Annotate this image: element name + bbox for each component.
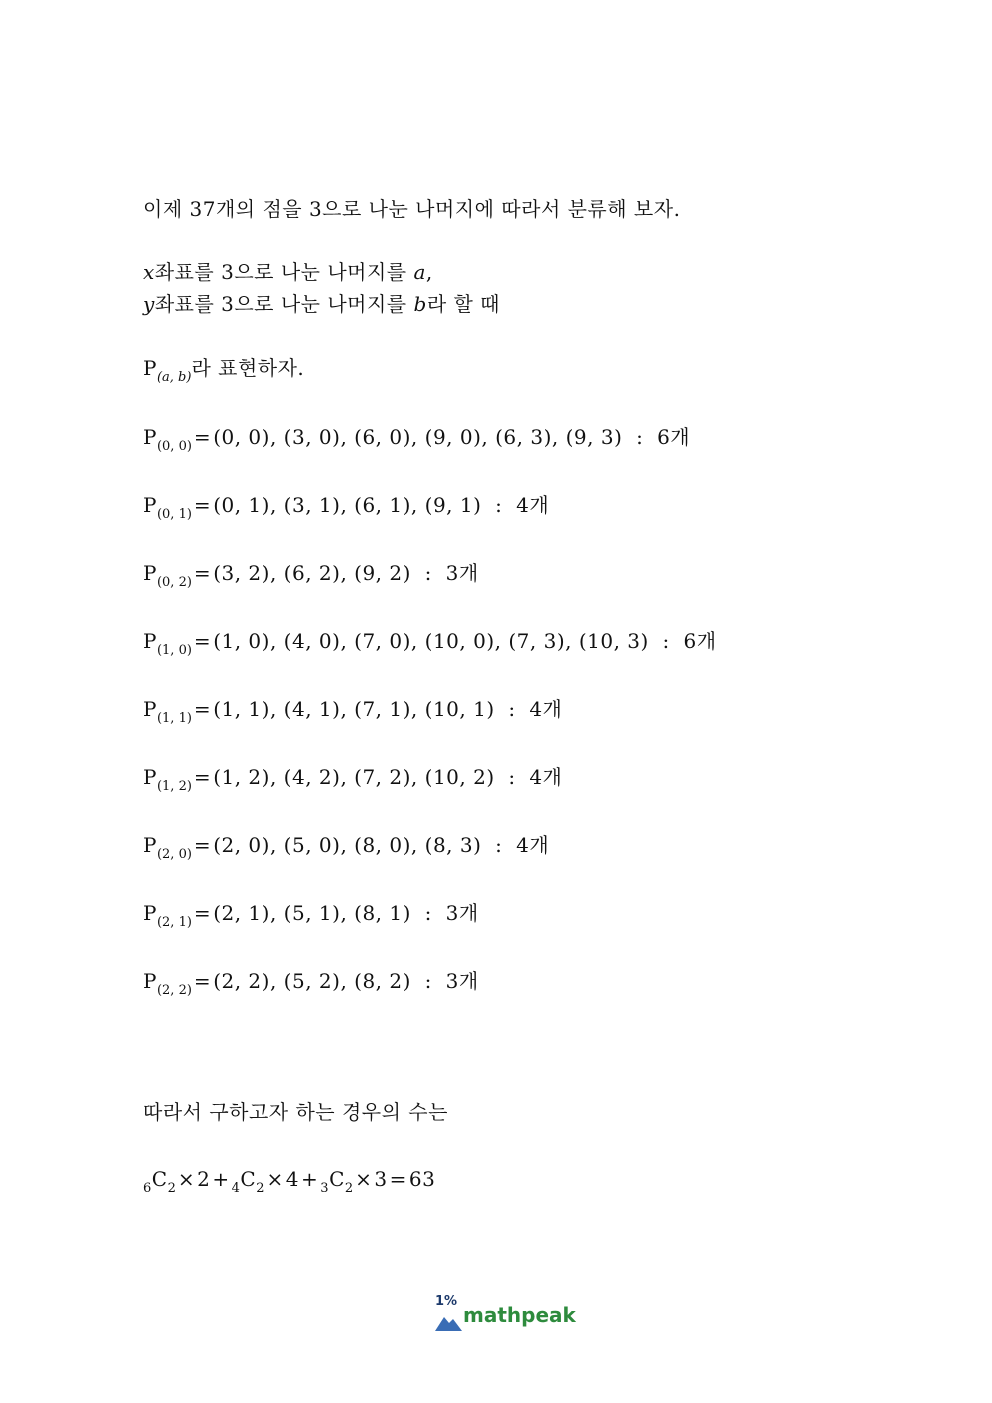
definition-x-end: , [425,260,433,284]
row-P: P [143,901,157,925]
equals-sign: = [193,697,212,721]
notation-P: P [143,356,157,380]
term3-C: C [329,1167,345,1191]
row-points: (1, 0), (4, 0), (7, 0), (10, 0), (7, 3), (10, 3) [213,629,649,653]
term2-n: 4 [231,1181,241,1196]
term2-mult: 4 [285,1167,300,1191]
classification-row [143,628,717,664]
row-separator: : [622,425,658,449]
row-count: 3개 [445,901,479,925]
row-subscript: (1, 1) [156,711,192,726]
row-subscript: (0, 2) [156,575,192,590]
row-points: (1, 1), (4, 1), (7, 1), (10, 1) [213,697,495,721]
row-count: 6개 [683,629,717,653]
term1-r: 2 [167,1181,176,1196]
term3-mult: 3 [374,1167,388,1191]
term2-C: C [240,1167,257,1191]
row-P: P [143,969,157,993]
row-separator: : [410,969,446,993]
classification-row [143,764,562,800]
row-count: 3개 [445,561,479,585]
equals-sign: = [193,901,212,925]
intro-text: 이제 37개의 점을 3으로 나눈 나머지에 따라서 분류해 보자. [143,197,681,221]
logo-wordmark: mathpeak [463,1303,576,1327]
definition-x-text: 좌표를 3으로 나눈 나머지를 [154,260,414,284]
formula [143,1166,435,1202]
classification-row [143,560,479,596]
classification-row [143,696,562,732]
plus-sign: + [301,1167,319,1191]
times-sign: × [266,1167,284,1191]
row-points: (3, 2), (6, 2), (9, 2) [213,561,411,585]
definition-y-end: 라 할 때 [426,292,500,316]
term1-mult: 2 [197,1167,211,1191]
row-points: (2, 0), (5, 0), (8, 0), (8, 3) [213,833,482,857]
row-count: 4개 [516,833,550,857]
logo-percent: 1% [435,1294,458,1309]
plus-sign: + [212,1167,230,1191]
row-subscript: (2, 0) [156,847,192,862]
equals-sign: = [193,561,212,585]
term3-r: 2 [344,1181,354,1196]
classification-row [143,900,479,936]
row-count: 3개 [445,969,479,993]
classification-row [143,424,690,460]
equals-sign: = [193,765,212,789]
row-P: P [143,765,157,789]
row-points: (2, 1), (5, 1), (8, 1) [213,901,411,925]
definition-y-text: 좌표를 3으로 나눈 나머지를 [154,292,414,316]
times-sign: × [177,1167,196,1191]
row-points: (0, 1), (3, 1), (6, 1), (9, 1) [213,493,482,517]
symbol-a: a [413,260,426,284]
equals-sign: = [193,425,212,449]
equals-sign: = [193,969,212,993]
row-subscript: (0, 0) [156,439,192,454]
classification-row [143,492,549,528]
row-separator: : [410,901,446,925]
row-P: P [143,493,157,517]
row-P: P [143,697,157,721]
row-points: (0, 0), (3, 0), (6, 0), (9, 0), (6, 3), (9, 3) [213,425,623,449]
row-count: 4개 [516,493,550,517]
row-points: (1, 2), (4, 2), (7, 2), (10, 2) [213,765,495,789]
definition-y [143,291,500,317]
term2-r: 2 [256,1181,265,1196]
var-y: y [143,292,155,316]
row-separator: : [494,765,530,789]
times-sign: × [355,1167,373,1191]
conclusion-text: 따라서 구하고자 하는 경우의 수는 [143,1100,448,1124]
row-subscript: (2, 2) [156,983,192,998]
row-subscript: (1, 0) [156,643,192,658]
term1-n: 6 [143,1181,152,1196]
equals-sign: = [389,1167,407,1191]
row-separator: : [494,697,530,721]
notation-subscript: (a, b) [156,370,192,385]
definition-x [143,259,433,285]
row-separator: : [648,629,684,653]
row-P: P [143,629,157,653]
row-subscript: (1, 2) [156,779,192,794]
term1-C: C [151,1167,168,1191]
classification-row [143,832,549,868]
row-separator: : [410,561,446,585]
notation-line [143,355,304,391]
equals-sign: = [193,629,212,653]
mountain-icon [435,1312,463,1332]
notation-text: 라 표현하자. [191,356,305,380]
row-count: 4개 [529,697,563,721]
term3-n: 3 [320,1181,330,1196]
symbol-b: b [413,292,427,316]
row-P: P [143,561,157,585]
row-separator: : [481,833,517,857]
row-P: P [143,833,157,857]
row-subscript: (2, 1) [156,915,192,930]
row-points: (2, 2), (5, 2), (8, 2) [213,969,411,993]
row-count: 4개 [529,765,563,789]
equals-sign: = [193,493,212,517]
equals-sign: = [193,833,212,857]
row-count: 6개 [657,425,691,449]
row-separator: : [481,493,517,517]
classification-row [143,968,479,1004]
var-x: x [143,260,155,284]
row-subscript: (0, 1) [156,507,192,522]
row-P: P [143,425,157,449]
mathpeak-logo [433,1294,576,1334]
formula-result: 63 [408,1167,436,1191]
